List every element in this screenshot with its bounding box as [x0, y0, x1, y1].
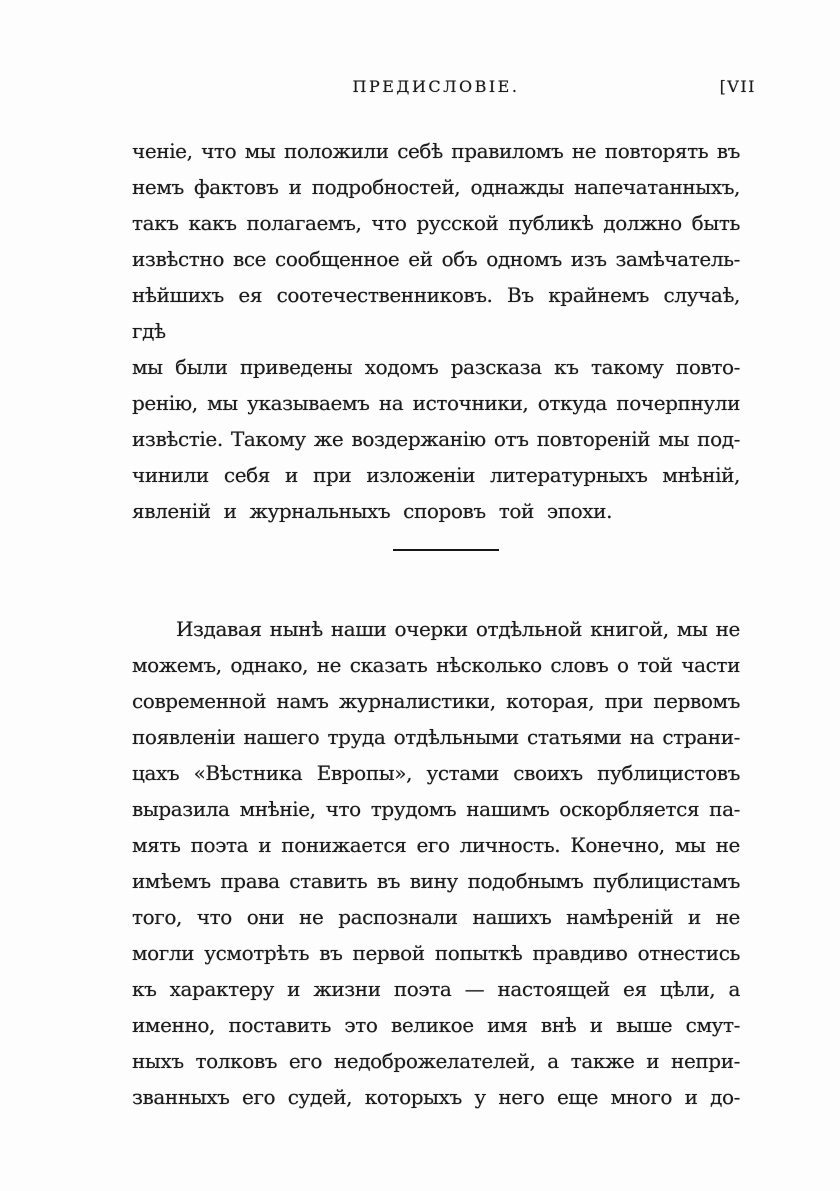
text-line: немъ фактовъ и подробностей, однажды напечатанныхъ,	[132, 175, 740, 199]
text-line: цахъ «Вѣстника Европы», устами своихъ публицистовъ	[132, 761, 740, 785]
text-line: къ характеру и жизни поэта — настоящей ея цѣли, а	[132, 977, 740, 1001]
text-block	[132, 76, 756, 1115]
text-line: явленій и журнальныхъ споровъ той эпохи.	[132, 499, 613, 523]
text-line: извѣстіе. Такому же воздержанію отъ повтореній мы под-	[132, 427, 740, 451]
text-line: современной намъ журналистики, которая, при первомъ	[132, 689, 740, 713]
text-line: появленіи нашего труда отдѣльными статьями на страни-	[132, 725, 740, 749]
text-line: ренію, мы указываемъ на источники, откуда почерпнули	[132, 391, 740, 415]
text-line: нѣйшихъ ея соотечественниковъ. Въ крайнемъ случаѣ, гдѣ	[132, 283, 740, 343]
text-line: мы были приведены ходомъ разсказа къ такому повто-	[132, 355, 740, 379]
text-line: можемъ, однако, не сказать нѣсколько словъ о той части	[132, 653, 740, 677]
text-line: мять поэта и понижается его личность. Конечно, мы не	[132, 833, 740, 857]
paragraph-continuation	[132, 133, 740, 529]
text-line: такъ какъ полагаемъ, что русской публикѣ должно быть	[132, 211, 740, 235]
text-line: того, что они не распознали нашихъ намѣреній и не	[132, 905, 740, 929]
page-number: [VII	[719, 77, 756, 96]
text-line: Издавая нынѣ наши очерки отдѣльной книгой, мы не	[176, 617, 740, 641]
section-divider-rule	[393, 549, 499, 551]
text-line: званныхъ его судей, которыхъ у него еще много и до-	[132, 1085, 740, 1109]
text-line: могли усмотрѣть въ первой попыткѣ правдиво отнестись	[132, 941, 740, 965]
running-title: ПРЕДИСЛОВІЕ.	[352, 77, 520, 96]
text-line: именно, поставить это великое имя внѣ и выше смут-	[132, 1013, 740, 1037]
paragraph-main	[132, 611, 740, 1115]
text-line: имѣемъ права ставить въ вину подобнымъ публицистамъ	[132, 869, 740, 893]
text-line: чинили себя и при изложеніи литературныхъ мнѣній,	[132, 463, 740, 487]
text-line: ченіе, что мы положили себѣ правиломъ не повторять въ	[132, 139, 740, 163]
text-line: ныхъ толковъ его недоброжелателей, а также и непри-	[132, 1049, 740, 1073]
text-line: выразила мнѣніе, что трудомъ нашимъ оскорбляется па-	[132, 797, 740, 821]
text-line: извѣстно все сообщенное ей объ одномъ изъ замѣчатель-	[132, 247, 740, 271]
page-header	[132, 76, 756, 98]
